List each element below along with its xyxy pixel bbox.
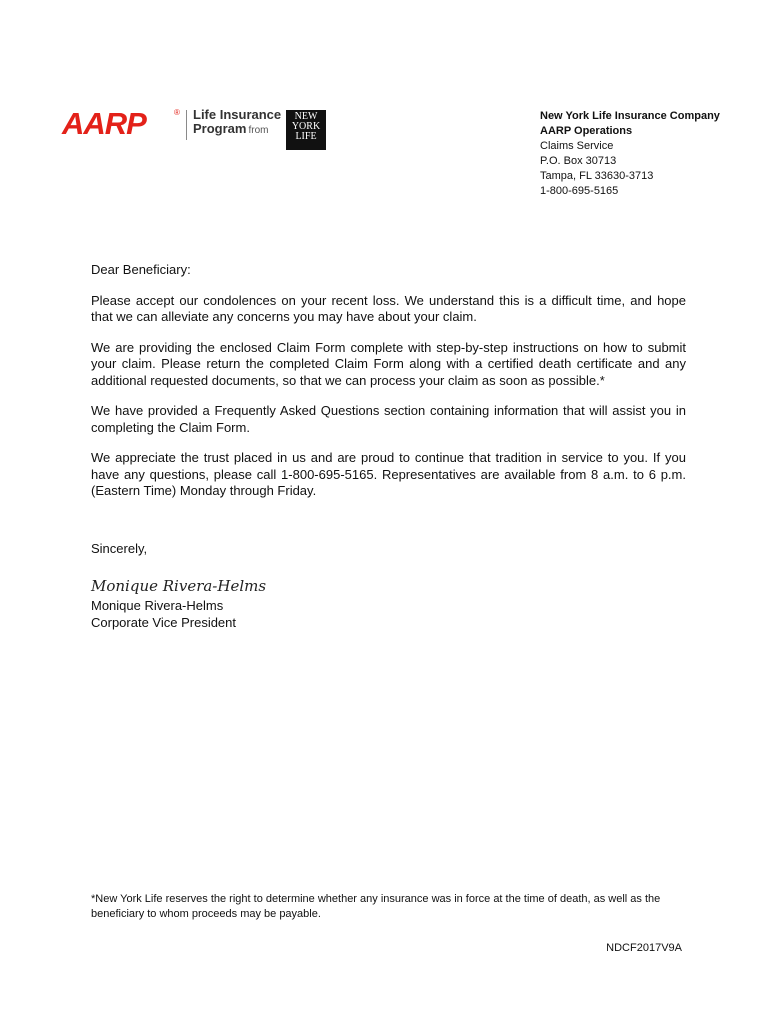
signer-block bbox=[91, 598, 236, 631]
aarp-nyl-logo bbox=[62, 104, 332, 156]
city-state-zip: Tampa, FL 33630-3713 bbox=[540, 170, 654, 182]
company-address bbox=[540, 109, 720, 199]
form-code: NDCF2017V9A bbox=[606, 942, 682, 954]
paragraph-condolences: Please accept our condolences on your recent loss. We understand this is a difficult time, and hope that we can alleviate any concerns you may have about your claim. bbox=[91, 292, 686, 324]
phone-number: 1-800-695-5165 bbox=[540, 185, 619, 197]
closing: Sincerely, bbox=[91, 541, 148, 556]
signer-name: Monique Rivera-Helms bbox=[91, 598, 224, 613]
aarp-wordmark: AARP bbox=[62, 106, 146, 141]
paragraph-contact: We appreciate the trust placed in us and are proud to continue that tradition in service to you. If you have any questions, please call 1-800-695-5165. Representatives are available from 8 a.m. to 6 p.m. (Eastern Time) Monday through Friday. bbox=[91, 450, 686, 498]
po-box: P.O. Box 30713 bbox=[540, 155, 617, 167]
paragraph-claim-form: We are providing the enclosed Claim Form complete with step-by-step instructions on how to submit your claim. Please return the completed Claim Form along with a certified death certificate and any additional requested documents, so that we can process your claim as soon as possible.* bbox=[91, 339, 686, 388]
program-name: Life Insurance Program from bbox=[193, 107, 282, 136]
signer-title: Corporate Vice President bbox=[91, 614, 237, 630]
paragraph-faq: We have provided a Frequently Asked Questions section containing information that will assist you in completing the Claim Form. bbox=[91, 403, 686, 435]
letter-body bbox=[91, 262, 686, 514]
footnote: *New York Life reserves the right to determine whether any insurance was in force at the time of death, as well as the beneficiary to whom proceeds may be payable. bbox=[91, 893, 661, 920]
logo-divider bbox=[186, 110, 187, 140]
registered-mark: ® bbox=[174, 108, 180, 117]
salutation: Dear Beneficiary: bbox=[91, 262, 191, 277]
division: AARP Operations bbox=[540, 125, 633, 137]
signature: Monique Rivera-Helms bbox=[91, 577, 267, 595]
department: Claims Service bbox=[540, 140, 614, 152]
new-york-life-logo: NEW YORK LIFE bbox=[286, 110, 326, 150]
company-name: New York Life Insurance Company bbox=[540, 110, 720, 122]
